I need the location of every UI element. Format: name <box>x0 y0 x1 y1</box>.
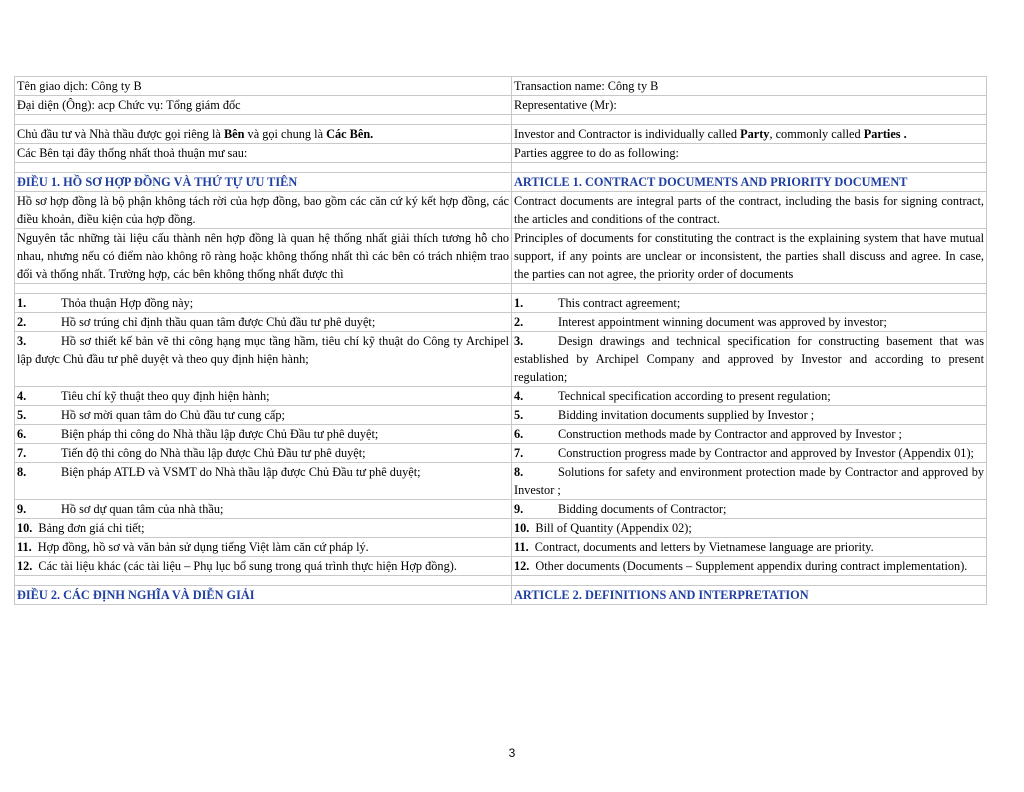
en-representative: Representative (Mr): <box>512 96 987 115</box>
list-item: 10. Bảng đơn giá chi tiết; 10. Bill of Quantity (Appendix 02); <box>15 519 987 538</box>
vi-representative: Đại diện (Ông): acp Chức vụ: Tổng giám đốc <box>15 96 512 115</box>
list-item: 7. Tiến độ thi công do Nhà thầu lập được Chủ Đầu tư phê duyệt; 7. Construction progress made by Contractor and approved by Investor (Appendix 01); <box>15 444 987 463</box>
en-article-2-heading: ARTICLE 2. DEFINITIONS AND INTERPRETATION <box>512 586 987 605</box>
vi-parties-agree: Các Bên tại đây thống nhất thoả thuận mư sau: <box>15 144 512 163</box>
page-number: 3 <box>508 746 516 760</box>
vi-transaction-name: Tên giao dịch: Công ty B <box>15 77 512 96</box>
list-item: 11. Hợp đồng, hồ sơ và văn bản sử dụng tiếng Việt làm căn cứ pháp lý. 11. Contract, documents and letters by Vietnamese language are priority. <box>15 538 987 557</box>
list-item: 9. Hồ sơ dự quan tâm của nhà thầu; 9. Bidding documents of Contractor; <box>15 500 987 519</box>
vi-article-1-heading: ĐIỀU 1. HỒ SƠ HỢP ĐỒNG VÀ THỨ TỰ ƯU TIÊN <box>15 173 512 192</box>
table-row <box>15 192 987 229</box>
spacer-row <box>15 576 987 586</box>
contract-page <box>14 76 984 605</box>
list-item: 12. Các tài liệu khác (các tài liệu – Phụ lục bổ sung trong quá trình thực hiện Hợp đồng). 12. Other documents (Documents – Supplement appendix during contract implementation). <box>15 557 987 576</box>
table-row <box>15 586 987 605</box>
vi-principles-paragraph: Nguyên tắc những tài liệu cấu thành nên hợp đồng là quan hệ thống nhất giải thích tương hỗ cho nhau, nhưng nếu có điểm nào không rõ ràng hoặc không thống nhất thì các bên có trách nhiệm trao đổi và thống nhất. Trường hợp, các bên không thống nhất được thì <box>15 229 512 284</box>
vi-article-2-heading: ĐIỀU 2. CÁC ĐỊNH NGHĨA VÀ DIỄN GIẢI <box>15 586 512 605</box>
table-row <box>15 96 987 115</box>
en-parties-agree: Parties aggree to do as following: <box>512 144 987 163</box>
list-item: 3. Hồ sơ thiết kế bản vẽ thi công hạng mục tầng hầm, tiêu chí kỹ thuật do Công ty Archipel lập được Chủ đầu tư phê duyệt và theo quy định hiện hành; 3. Design drawings and technical specification for constructing basement that was established by Archipel Company and approved by Investor and according to present regulation; <box>15 332 987 387</box>
list-item: 4. Tiêu chí kỹ thuật theo quy định hiện hành; 4. Technical specification according to present regulation; <box>15 387 987 406</box>
vi-parties-definition: Chủ đầu tư và Nhà thầu được gọi riêng là Bên và gọi chung là Các Bên. <box>15 125 512 144</box>
vi-contract-docs-paragraph: Hồ sơ hợp đồng là bộ phận không tách rời của hợp đồng, bao gồm các căn cứ ký kết hợp đồng, các điều khoản, điều kiện của hợp đồng. <box>15 192 512 229</box>
list-item: 5. Hồ sơ mời quan tâm do Chủ đầu tư cung cấp; 5. Bidding invitation documents supplied by Investor ; <box>15 406 987 425</box>
table-row <box>15 125 987 144</box>
en-principles-paragraph: Principles of documents for constituting the contract is the explaining system that have mutual support, if any points are unclear or inconsistent, the parties shall discuss and agree. In case, the parties can not agree, the priority order of documents <box>512 229 987 284</box>
en-contract-docs-paragraph: Contract documents are integral parts of the contract, including the basis for signing contract, the articles and conditions of the contract. <box>512 192 987 229</box>
spacer-row <box>15 115 987 125</box>
en-parties-definition: Investor and Contractor is individually called Party, commonly called Parties . <box>512 125 987 144</box>
table-row <box>15 229 987 284</box>
bilingual-table <box>14 76 987 605</box>
spacer-row <box>15 163 987 173</box>
en-transaction-name: Transaction name: Công ty B <box>512 77 987 96</box>
list-item: 6. Biện pháp thi công do Nhà thầu lập được Chủ Đầu tư phê duyệt; 6. Construction methods made by Contractor and approved by Investor ; <box>15 425 987 444</box>
list-item: 8. Biện pháp ATLĐ và VSMT do Nhà thầu lập được Chủ Đầu tư phê duyệt; 8. Solutions for safety and environment protection made by Contractor and approved by Investor ; <box>15 463 987 500</box>
table-row <box>15 144 987 163</box>
table-row <box>15 77 987 96</box>
table-row <box>15 173 987 192</box>
list-item: 2. Hồ sơ trúng chỉ định thầu quan tâm được Chủ đầu tư phê duyệt; 2. Interest appointment winning document was approved by investor; <box>15 313 987 332</box>
list-item: 1. Thỏa thuận Hợp đồng này; 1. This contract agreement; <box>15 294 987 313</box>
spacer-row <box>15 284 987 294</box>
en-article-1-heading: ARTICLE 1. CONTRACT DOCUMENTS AND PRIORITY DOCUMENT <box>512 173 987 192</box>
